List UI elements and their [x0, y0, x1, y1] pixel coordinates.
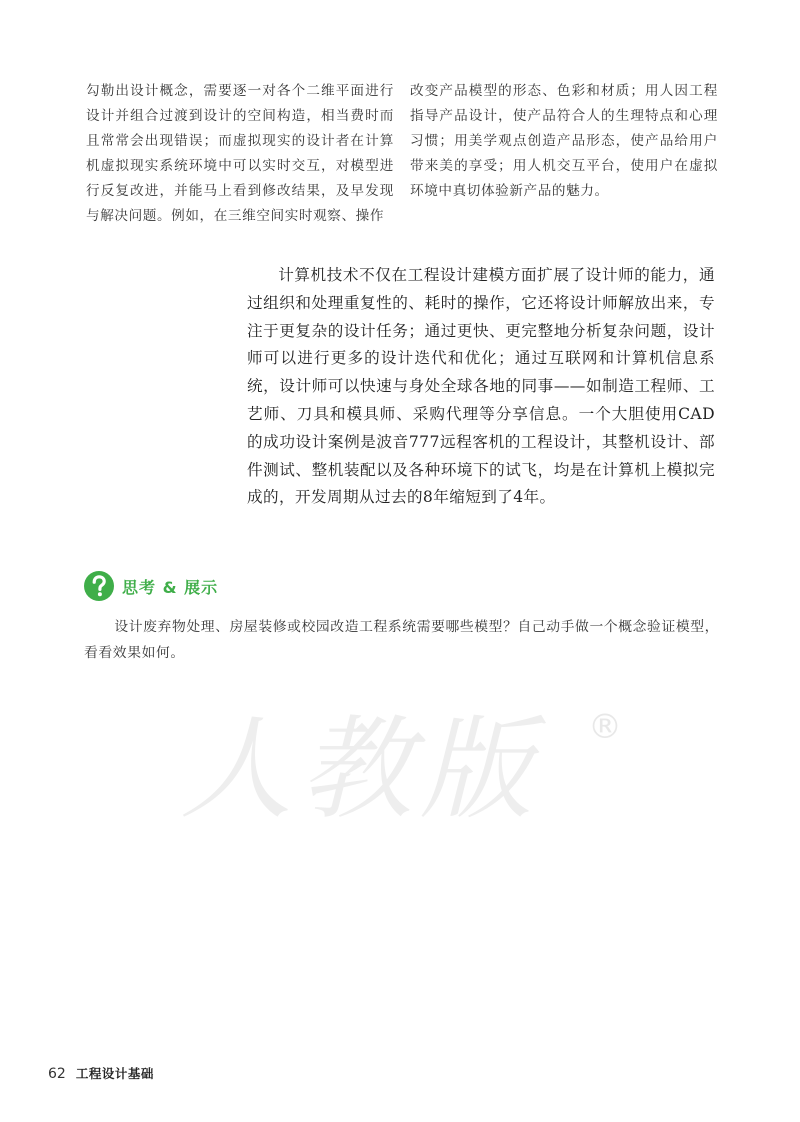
- think-section-body: 设计废弃物处理、房屋装修或校园改造工程系统需要哪些模型？自己动手做一个概念验证模型，看看效果如何。: [84, 619, 720, 661]
- left-column-text: 勾勒出设计概念，需要逐一对各个二维平面进行设计并组合过渡到设计的空间构造，相当费时而且常常会出现错误；而虚拟现实的设计者在计算机虚拟现实系统环境中可以实时交互，对模型进行反复改进，并能马上看到修改结果，及早发现与解决问题。例如，在三维空间实时观察、操作: [86, 83, 394, 224]
- question-icon: [84, 571, 114, 601]
- think-section-header: [84, 571, 218, 601]
- page-number: 62: [48, 1066, 66, 1082]
- watermark-text: 人教版: [180, 705, 540, 835]
- watermark-logo: [170, 690, 640, 840]
- book-title: 工程设计基础: [75, 1066, 154, 1081]
- watermark-registered-mark: ®: [588, 707, 622, 747]
- main-paragraph: 计算机技术不仅在工程设计建模方面扩展了设计师的能力，通过组织和处理重复性的、耗时的操作，它还将设计师解放出来，专注于更复杂的设计任务；通过更快、更完整地分析复杂问题，设计师可以进行更多的设计迭代和优化；通过互联网和计算机信息系统，设计师可以快速与身处全球各地的同事——如制造工程师、工艺师、刀具和模具师、采购代理等分享信息。一个大胆使用CAD的成功设计案例是波音777远程客机的工程设计，其整机设计、部件测试、整机装配以及各种环境下的试飞，均是在计算机上模拟完成的，开发周期从过去的8年缩短到了4年。: [247, 266, 715, 507]
- page-footer: [48, 1064, 154, 1082]
- right-column-text: 改变产品模型的形态、色彩和材质；用人因工程指导产品设计，使产品符合人的生理特点和心理习惯；用美学观点创造产品形态，使产品给用户带来美的享受；用人机交互平台，使用户在虚拟环境中真切体验新产品的魅力。: [410, 83, 718, 199]
- think-section-title: 思考 & 展示: [122, 577, 219, 597]
